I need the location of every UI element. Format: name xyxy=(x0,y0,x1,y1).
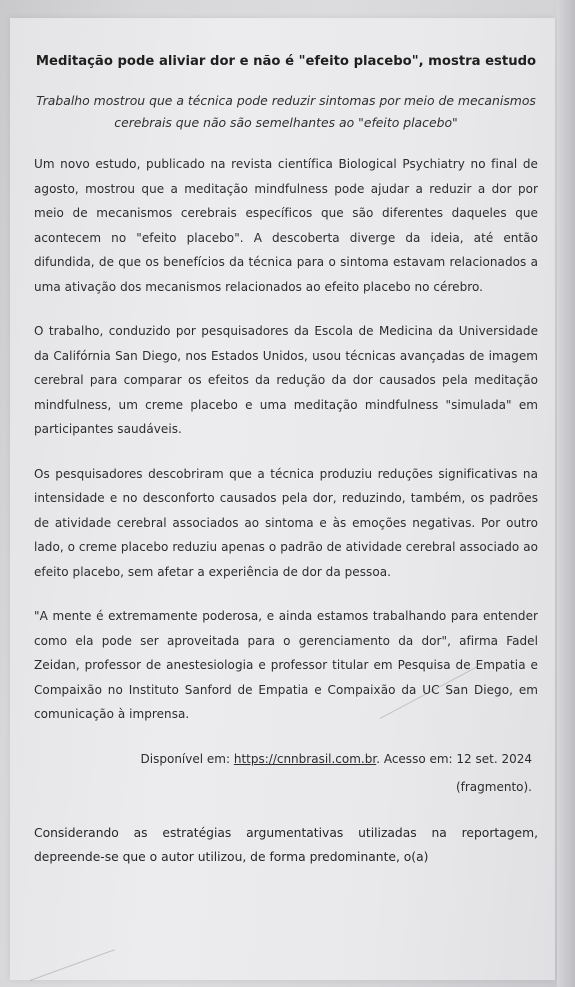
source-prefix: Disponível em: xyxy=(140,751,231,766)
article-paragraph-4: "A mente é extremamente poderosa, e ainda estamos trabalhando para entender como ela pode ser aproveitada para o gerenciamento da dor", afirma Fadel Zeidan, professor de anestesiologia e professor titular em Pesquisa de Empatia e Compaixão no Instituto Sanford de Empatia e Compaixão da UC San Diego, em comunicação à imprensa. xyxy=(34,609,538,721)
article-title: Meditação pode aliviar dor e não é "efeito placebo", mostra estudo xyxy=(35,54,537,69)
source-note: (fragmento). xyxy=(455,779,532,794)
question-stem: Considerando as estratégias argumentativas utilizadas na reportagem, depreende-se que o autor utilizou, de forma predominante, o(a) xyxy=(34,825,538,864)
exam-text xyxy=(34,52,538,881)
article-paragraph-1: Um novo estudo, publicado na revista científica Biological Psychiatry no final de agosto, mostrou que a meditação mindfulness pode ajudar a reduzir a dor por meio de mecanismos cerebrais específicos que são diferentes daqueles que acontecem no "efeito placebo". A descoberta diverge da ideia, até então difundida, de que os benefícios da técnica para o sintoma estavam relacionados a uma ativação dos mecanismos relacionados ao efeito placebo no cérebro. xyxy=(34,157,538,294)
source-url: https://cnnbrasil.com.br xyxy=(233,751,377,766)
article-paragraph-2: O trabalho, conduzido por pesquisadores da Escola de Medicina da Universidade da Califórnia San Diego, nos Estados Unidos, usou técnicas avançadas de imagem cerebral para comparar os efeitos da redução da dor causados pela meditação mindfulness, um creme placebo e uma meditação mindfulness "simulada" em participantes saudáveis. xyxy=(34,324,538,436)
source-line xyxy=(34,745,532,773)
article-paragraph-3: Os pesquisadores descobriram que a técnica produziu reduções significativas na intensidade e no desconforto causados pela dor, reduzindo, também, os padrões de atividade cerebral associados ao sintoma e às emoções negativas. Por outro lado, o creme placebo reduziu apenas o padrão de atividade cerebral associado ao efeito placebo, sem afetar a experiência de dor da pessoa. xyxy=(34,466,538,579)
paper-sheet xyxy=(10,18,555,980)
page-edge xyxy=(557,0,575,987)
source-citation xyxy=(34,745,538,801)
source-access: . Acesso em: 12 set. 2024 xyxy=(376,751,532,766)
article-subtitle: Trabalho mostrou que a técnica pode reduzir sintomas por meio de mecanismos cerebrais que não são semelhantes ao "efeito placebo" xyxy=(36,93,536,130)
